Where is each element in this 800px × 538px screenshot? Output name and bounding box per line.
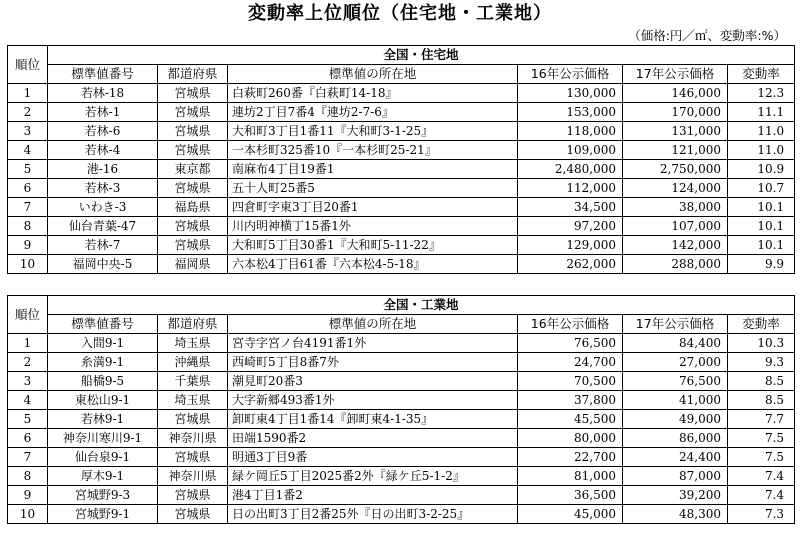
table-row xyxy=(8,391,795,410)
rate-cell: 7.4 xyxy=(728,467,795,486)
address-cell: 一本杉町325番10『一本杉町25-21』 xyxy=(228,141,518,160)
price16-cell: 118,000 xyxy=(518,122,623,141)
address-cell: 潮見町20番3 xyxy=(228,372,518,391)
price16-cell: 70,500 xyxy=(518,372,623,391)
prefecture-cell: 宮城県 xyxy=(158,236,228,255)
rank-cell: 3 xyxy=(8,372,48,391)
price16-cell: 37,800 xyxy=(518,391,623,410)
price17-cell: 24,400 xyxy=(623,448,728,467)
code-cell: 神奈川寒川9-1 xyxy=(48,429,158,448)
prefecture-cell: 千葉県 xyxy=(158,372,228,391)
price16-cell: 81,000 xyxy=(518,467,623,486)
price17-cell: 288,000 xyxy=(623,255,728,274)
code-cell: 船橋9-5 xyxy=(48,372,158,391)
rate-cell: 7.4 xyxy=(728,486,795,505)
price16-cell: 80,000 xyxy=(518,429,623,448)
prefecture-cell: 福島県 xyxy=(158,198,228,217)
rank-cell: 2 xyxy=(8,103,48,122)
code-header: 標準値番号 xyxy=(48,65,158,84)
price16-cell: 45,000 xyxy=(518,505,623,524)
price16-cell: 45,500 xyxy=(518,410,623,429)
price16-cell: 76,500 xyxy=(518,334,623,353)
prefecture-header: 都道府県 xyxy=(158,315,228,334)
rank-header: 順位 xyxy=(8,46,48,84)
price17-cell: 48,300 xyxy=(623,505,728,524)
code-cell: 若林-7 xyxy=(48,236,158,255)
price17-cell: 170,000 xyxy=(623,103,728,122)
price17-cell: 49,000 xyxy=(623,410,728,429)
rate-cell: 7.5 xyxy=(728,429,795,448)
table-row xyxy=(8,236,795,255)
prefecture-header: 都道府県 xyxy=(158,65,228,84)
address-cell: 五十人町25番5 xyxy=(228,179,518,198)
rate-cell: 8.5 xyxy=(728,372,795,391)
rate-cell: 7.7 xyxy=(728,410,795,429)
rank-cell: 3 xyxy=(8,122,48,141)
prefecture-cell: 宮城県 xyxy=(158,505,228,524)
prefecture-cell: 宮城県 xyxy=(158,103,228,122)
prefecture-cell: 宮城県 xyxy=(158,410,228,429)
table-row xyxy=(8,372,795,391)
price16-cell: 36,500 xyxy=(518,486,623,505)
unit-note: （価格:円／㎡、変動率:%） xyxy=(628,28,786,43)
rate-cell: 10.7 xyxy=(728,179,795,198)
table-row xyxy=(8,467,795,486)
rank-cell: 2 xyxy=(8,353,48,372)
rank-cell: 1 xyxy=(8,84,48,103)
price16-cell: 2,480,000 xyxy=(518,160,623,179)
rank-cell: 4 xyxy=(8,141,48,160)
code-cell: 若林-6 xyxy=(48,122,158,141)
rate-cell: 10.1 xyxy=(728,198,795,217)
price16-cell: 97,200 xyxy=(518,217,623,236)
address-cell: 四倉町字東3丁目20番1 xyxy=(228,198,518,217)
address-cell: 連坊2丁目7番4『連坊2-7-6』 xyxy=(228,103,518,122)
address-cell: 白萩町260番『白萩町14-18』 xyxy=(228,84,518,103)
price16-cell: 24,700 xyxy=(518,353,623,372)
rank-cell: 8 xyxy=(8,467,48,486)
rank-cell: 5 xyxy=(8,410,48,429)
price16-header: 16年公示価格 xyxy=(518,315,623,334)
address-cell: 港4丁目1番2 xyxy=(228,486,518,505)
section-title-industrial: 全国・工業地 xyxy=(48,296,795,315)
address-cell: 卸町東4丁目1番14『卸町東4-1-35』 xyxy=(228,410,518,429)
code-cell: 東松山9-1 xyxy=(48,391,158,410)
table-row xyxy=(8,486,795,505)
table-row xyxy=(8,160,795,179)
prefecture-cell: 東京都 xyxy=(158,160,228,179)
code-cell: 福岡中央-5 xyxy=(48,255,158,274)
price16-cell: 109,000 xyxy=(518,141,623,160)
code-cell: 港-16 xyxy=(48,160,158,179)
table-row xyxy=(8,217,795,236)
code-cell: 若林-1 xyxy=(48,103,158,122)
table-row xyxy=(8,103,795,122)
rank-cell: 1 xyxy=(8,334,48,353)
prefecture-cell: 沖縄県 xyxy=(158,353,228,372)
price17-cell: 76,500 xyxy=(623,372,728,391)
residential-table xyxy=(7,45,795,274)
price17-cell: 2,750,000 xyxy=(623,160,728,179)
rate-cell: 7.3 xyxy=(728,505,795,524)
rank-cell: 9 xyxy=(8,236,48,255)
industrial-table xyxy=(7,295,795,524)
rank-cell: 6 xyxy=(8,179,48,198)
table-row xyxy=(8,179,795,198)
prefecture-cell: 神奈川県 xyxy=(158,429,228,448)
address-cell: 日の出町3丁目2番25外『日の出町3-2-25』 xyxy=(228,505,518,524)
table-row xyxy=(8,429,795,448)
table-row xyxy=(8,255,795,274)
code-cell: いわき-3 xyxy=(48,198,158,217)
rate-cell: 10.1 xyxy=(728,217,795,236)
price16-cell: 34,500 xyxy=(518,198,623,217)
code-header: 標準値番号 xyxy=(48,315,158,334)
table-row xyxy=(8,410,795,429)
rate-cell: 9.3 xyxy=(728,353,795,372)
address-cell: 川内明神横丁15番1外 xyxy=(228,217,518,236)
price17-header: 17年公示価格 xyxy=(623,315,728,334)
address-cell: 大和町5丁目30番1『大和町5-11-22』 xyxy=(228,236,518,255)
rate-cell: 11.1 xyxy=(728,103,795,122)
rate-cell: 7.5 xyxy=(728,448,795,467)
code-cell: 若林-4 xyxy=(48,141,158,160)
price17-cell: 84,400 xyxy=(623,334,728,353)
code-cell: 厚木9-1 xyxy=(48,467,158,486)
address-cell: 田端1590番2 xyxy=(228,429,518,448)
table-row xyxy=(8,122,795,141)
rate-cell: 11.0 xyxy=(728,141,795,160)
rate-header: 変動率 xyxy=(728,315,795,334)
table-row xyxy=(8,141,795,160)
rank-cell: 9 xyxy=(8,486,48,505)
price16-cell: 129,000 xyxy=(518,236,623,255)
price17-header: 17年公示価格 xyxy=(623,65,728,84)
price17-cell: 27,000 xyxy=(623,353,728,372)
rank-cell: 10 xyxy=(8,505,48,524)
prefecture-cell: 宮城県 xyxy=(158,179,228,198)
rank-cell: 6 xyxy=(8,429,48,448)
code-cell: 宮城野9-1 xyxy=(48,505,158,524)
prefecture-cell: 宮城県 xyxy=(158,84,228,103)
address-cell: 緑ケ岡丘5丁目2025番2外『緑ケ丘5-1-2』 xyxy=(228,467,518,486)
address-cell: 六本松4丁目61番『六本松4-5-18』 xyxy=(228,255,518,274)
rank-cell: 4 xyxy=(8,391,48,410)
rank-cell: 10 xyxy=(8,255,48,274)
prefecture-cell: 埼玉県 xyxy=(158,334,228,353)
code-cell: 宮城野9-3 xyxy=(48,486,158,505)
rate-cell: 8.5 xyxy=(728,391,795,410)
rank-header: 順位 xyxy=(8,296,48,334)
rate-header: 変動率 xyxy=(728,65,795,84)
table-row xyxy=(8,353,795,372)
price17-cell: 107,000 xyxy=(623,217,728,236)
address-cell: 宮寺字宮ノ台4191番1外 xyxy=(228,334,518,353)
price17-cell: 146,000 xyxy=(623,84,728,103)
price17-cell: 131,000 xyxy=(623,122,728,141)
price17-cell: 121,000 xyxy=(623,141,728,160)
price16-cell: 153,000 xyxy=(518,103,623,122)
table-row xyxy=(8,198,795,217)
prefecture-cell: 宮城県 xyxy=(158,448,228,467)
address-header: 標準値の所在地 xyxy=(228,315,518,334)
price17-cell: 87,000 xyxy=(623,467,728,486)
rate-cell: 10.9 xyxy=(728,160,795,179)
prefecture-cell: 神奈川県 xyxy=(158,467,228,486)
address-cell: 大字新郷493番1外 xyxy=(228,391,518,410)
page-title: 変動率上位順位（住宅地・工業地） xyxy=(248,3,552,24)
code-cell: 仙台泉9-1 xyxy=(48,448,158,467)
section-title-residential: 全国・住宅地 xyxy=(48,46,795,65)
table-row xyxy=(8,505,795,524)
price16-cell: 262,000 xyxy=(518,255,623,274)
price17-cell: 86,000 xyxy=(623,429,728,448)
rank-cell: 7 xyxy=(8,448,48,467)
price16-header: 16年公示価格 xyxy=(518,65,623,84)
address-cell: 大和町3丁目1番11『大和町3-1-25』 xyxy=(228,122,518,141)
code-cell: 糸満9-1 xyxy=(48,353,158,372)
price16-cell: 130,000 xyxy=(518,84,623,103)
code-cell: 若林-3 xyxy=(48,179,158,198)
price17-cell: 38,000 xyxy=(623,198,728,217)
table-row xyxy=(8,84,795,103)
rate-cell: 10.3 xyxy=(728,334,795,353)
rate-cell: 9.9 xyxy=(728,255,795,274)
prefecture-cell: 埼玉県 xyxy=(158,391,228,410)
price16-cell: 22,700 xyxy=(518,448,623,467)
address-header: 標準値の所在地 xyxy=(228,65,518,84)
code-cell: 若林9-1 xyxy=(48,410,158,429)
price17-cell: 124,000 xyxy=(623,179,728,198)
price17-cell: 142,000 xyxy=(623,236,728,255)
address-cell: 明通3丁目9番 xyxy=(228,448,518,467)
address-cell: 南麻布4丁目19番1 xyxy=(228,160,518,179)
address-cell: 西崎町5丁目8番7外 xyxy=(228,353,518,372)
rate-cell: 11.0 xyxy=(728,122,795,141)
prefecture-cell: 福岡県 xyxy=(158,255,228,274)
rank-cell: 7 xyxy=(8,198,48,217)
rate-cell: 10.1 xyxy=(728,236,795,255)
prefecture-cell: 宮城県 xyxy=(158,217,228,236)
prefecture-cell: 宮城県 xyxy=(158,486,228,505)
rank-cell: 5 xyxy=(8,160,48,179)
code-cell: 若林-18 xyxy=(48,84,158,103)
price17-cell: 41,000 xyxy=(623,391,728,410)
code-cell: 仙台青葉-47 xyxy=(48,217,158,236)
table-row xyxy=(8,334,795,353)
rate-cell: 12.3 xyxy=(728,84,795,103)
price17-cell: 39,200 xyxy=(623,486,728,505)
code-cell: 入間9-1 xyxy=(48,334,158,353)
table-row xyxy=(8,448,795,467)
price16-cell: 112,000 xyxy=(518,179,623,198)
rank-cell: 8 xyxy=(8,217,48,236)
prefecture-cell: 宮城県 xyxy=(158,141,228,160)
prefecture-cell: 宮城県 xyxy=(158,122,228,141)
